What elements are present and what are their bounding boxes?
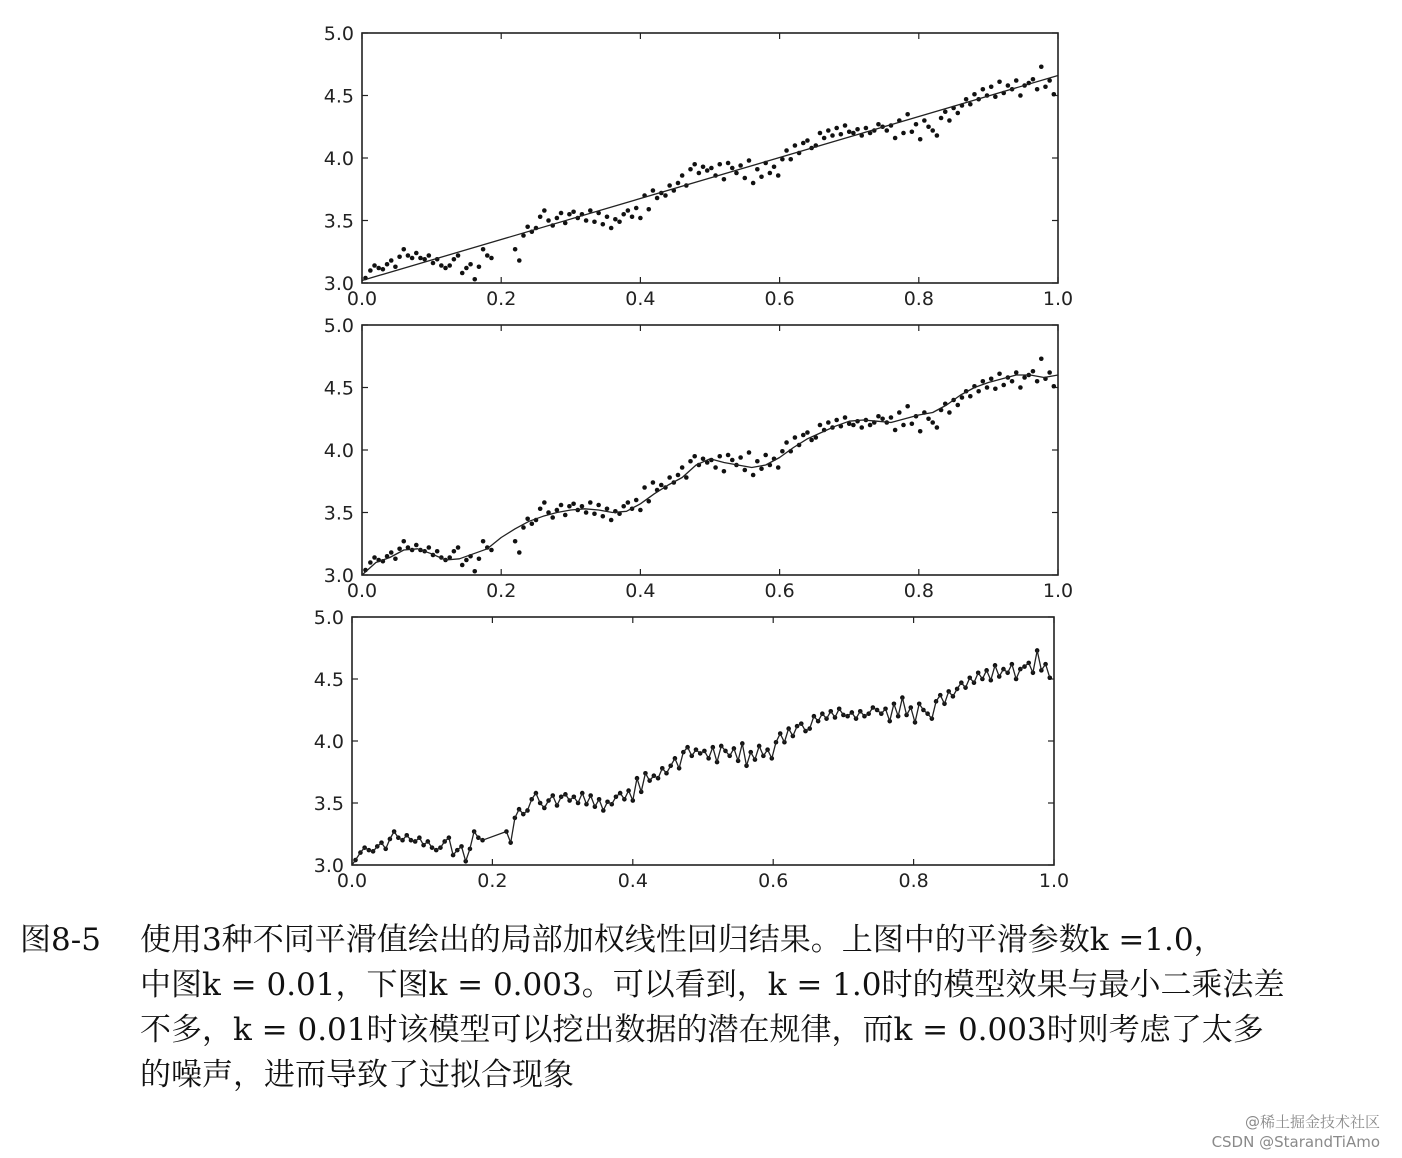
data-point [717,454,722,459]
data-point [605,506,610,511]
data-point [985,385,990,390]
data-point [389,550,394,555]
data-point [692,454,697,459]
data-point [926,124,931,129]
data-point [993,386,998,391]
y-tick-label: 3.5 [323,210,354,233]
data-point [655,196,660,201]
data-point [755,167,760,172]
data-point [567,504,572,509]
data-point [542,500,547,505]
data-point [393,556,398,561]
y-tick-label: 3.5 [323,502,354,525]
data-point [822,136,827,141]
data-point [538,214,543,219]
data-point [464,558,469,563]
data-point [1047,370,1052,375]
data-point [1014,78,1019,83]
data-point [456,253,461,258]
data-point [571,501,576,506]
data-point [530,521,535,526]
data-point [659,483,664,488]
caption-text [140,918,1380,1098]
data-point [801,433,806,438]
data-point [517,550,522,555]
data-point [517,258,522,263]
data-point [805,430,810,435]
data-point [780,449,785,454]
data-point [385,262,390,267]
y-tick-label: 4.0 [323,440,354,462]
x-tick-label: 0.4 [617,870,648,892]
data-point [447,263,452,268]
data-point [955,111,960,116]
data-point [555,216,560,221]
data-point [772,164,777,169]
data-point [880,416,885,421]
data-point [918,137,923,142]
data-point [1001,383,1006,388]
data-point [567,212,572,217]
x-tick-label: 0.2 [477,870,508,892]
regression-line [362,375,1058,575]
data-point [452,549,457,554]
x-tick-label: 1.0 [1042,580,1074,602]
data-point [1018,93,1023,98]
data-point [452,257,457,262]
data-point [784,148,789,153]
data-point [1022,375,1027,380]
x-tick-label: 0.8 [903,288,934,310]
data-point [793,143,798,148]
data-point [680,465,685,470]
plot-frame [362,325,1058,575]
data-point [905,112,910,117]
data-point [435,549,440,554]
data-point [705,168,710,173]
chart-panel-3 [314,607,1069,892]
data-point [851,131,856,136]
data-point [976,389,981,394]
data-point [709,166,714,171]
data-point [550,515,555,520]
data-point [930,128,935,133]
data-point [1043,84,1048,89]
chart-panel-2 [324,315,1073,602]
data-point [626,208,631,213]
data-point [697,171,702,176]
data-point [834,126,839,131]
data-point [646,207,651,212]
data-point [889,415,894,420]
y-tick-label: 3.5 [313,793,344,815]
data-point [726,453,731,458]
data-point [884,128,889,133]
data-point [477,264,482,269]
data-point [525,516,530,521]
data-points [363,356,1056,573]
caption-line: 中图k = 0.01，下图k = 0.003。可以看到，k = 1.0时的模型效果与最小二乘法差 [140,967,1285,1003]
data-point [826,128,831,133]
data-point [605,214,610,219]
data-point [743,468,748,473]
data-point [722,177,727,182]
data-point [584,218,589,223]
data-point [901,423,906,428]
data-point [651,188,656,193]
data-point [397,546,402,551]
caption-line: 不多，k = 0.01时该模型可以挖出数据的潜在规律，而k = 0.003时则考虑了太多 [140,1012,1264,1048]
data-point [1035,379,1040,384]
data-point [751,473,756,478]
y-tick-label: 3.0 [323,273,354,295]
data-point [981,87,986,92]
data-point [1010,379,1015,384]
data-point [443,266,448,271]
data-point [513,247,518,252]
data-point [546,218,551,223]
data-point [613,217,618,222]
data-point [989,84,994,89]
y-tick-label: 5.0 [313,607,344,629]
data-point [376,266,381,271]
data-point [922,118,927,123]
data-point [680,173,685,178]
data-point [485,253,490,258]
data-point [968,394,973,399]
data-point [776,173,781,178]
data-point [634,498,639,503]
data-point [935,133,940,138]
data-point [801,141,806,146]
x-tick-label: 0.4 [625,288,656,310]
y-tick-label: 4.0 [323,148,354,170]
data-point [638,216,643,221]
data-point [818,131,823,136]
data-point [559,211,564,216]
data-point [843,123,848,128]
data-point [730,166,735,171]
data-point [431,261,436,266]
data-point [676,473,681,478]
data-point [989,376,994,381]
data-point [1039,356,1044,361]
data-point [943,109,948,114]
data-point [688,459,693,464]
data-point [368,268,373,273]
data-point [559,503,564,508]
x-tick-label: 1.0 [1042,288,1074,310]
y-tick-label: 4.5 [323,377,354,400]
data-point [563,513,568,518]
x-tick-label: 0.6 [764,288,795,310]
data-point [935,425,940,430]
data-point [580,504,585,509]
data-point [910,129,915,134]
plot-frame [352,617,1054,865]
data-point [784,440,789,445]
data-point [393,264,398,269]
data-point [601,222,606,227]
data-point [460,271,465,276]
data-point [1052,92,1057,97]
data-point [776,465,781,470]
plot-frame [362,33,1058,283]
data-point [538,506,543,511]
x-tick-label: 0.0 [346,288,378,310]
data-point [755,459,760,464]
data-point [751,181,756,186]
data-point [414,251,419,256]
data-point [968,102,973,107]
data-point [972,92,977,97]
data-point [596,503,601,508]
data-point [930,420,935,425]
x-tick-label: 0.2 [486,288,517,310]
data-point [743,176,748,181]
data-point [997,371,1002,376]
data-point [1039,64,1044,69]
data-point [601,514,606,519]
data-point [730,458,735,463]
data-point [381,267,386,272]
data-point [876,122,881,127]
data-point [626,500,631,505]
data-point [397,254,402,259]
data-point [726,161,731,166]
data-point [525,224,530,229]
data-point [634,206,639,211]
regression-line [362,76,1058,281]
data-point [768,171,773,176]
data-point [592,219,597,224]
data-point [717,162,722,167]
data-point [864,126,869,131]
data-point [955,403,960,408]
caption-line: 使用3种不同平滑值绘出的局部加权线性回归结果。上图中的平滑参数k =1.0， [140,922,1225,958]
data-point [793,435,798,440]
data-point [847,129,852,134]
data-point [722,469,727,474]
data-point [642,485,647,490]
data-point [489,256,494,261]
data-point [809,438,814,443]
data-point [588,500,593,505]
data-point [617,219,622,224]
y-tick-label: 4.0 [313,731,344,753]
data-point [805,138,810,143]
y-tick-label: 4.5 [323,85,354,108]
data-point [763,453,768,458]
data-point [947,410,952,415]
data-point [830,133,835,138]
data-point [843,415,848,420]
data-point [713,465,718,470]
watermark-csdn: CSDN @StarandTiAmo [1211,1133,1380,1151]
caption-label: 图8-5 [20,922,101,958]
data-point [368,560,373,565]
data-point [947,118,952,123]
data-point [788,157,793,162]
data-point [609,226,614,231]
data-point [1006,83,1011,88]
data-point [477,556,482,561]
data-point [738,163,743,168]
data-point [584,510,589,515]
x-tick-label: 0.6 [758,870,789,892]
x-tick-label: 0.6 [764,580,795,602]
data-point [897,410,902,415]
y-tick-label: 3.0 [323,565,354,587]
data-point [893,428,898,433]
data-point [464,266,469,271]
data-point [630,214,635,219]
x-tick-label: 0.0 [346,580,378,602]
data-point [468,262,473,267]
data-point [1031,369,1036,374]
data-point [855,127,860,132]
data-point [834,418,839,423]
data-point [747,450,752,455]
data-point [914,122,919,127]
x-tick-label: 0.8 [903,580,934,602]
x-tick-label: 0.2 [486,580,517,602]
data-point [401,539,406,544]
data-point [859,425,864,430]
data-point [571,209,576,214]
data-point [481,539,486,544]
data-points [353,648,1052,863]
watermark-juejin: @稀土掘金技术社区 [1244,1113,1380,1131]
data-point [759,174,764,179]
data-point [472,569,477,574]
data-point [818,423,823,428]
data-point [638,508,643,513]
data-point [868,423,873,428]
data-point [389,258,394,263]
chart-panel-1 [324,23,1073,310]
data-point [621,504,626,509]
data-point [851,423,856,428]
data-point [738,455,743,460]
data-point [609,518,614,523]
y-tick-label: 5.0 [323,23,354,45]
y-tick-label: 3.0 [313,855,344,877]
data-point [414,543,419,548]
data-point [667,475,672,480]
regression-line [352,651,1050,866]
data-point [456,545,461,550]
data-point [621,212,626,217]
data-point [901,131,906,136]
data-point [876,414,881,419]
data-point [692,162,697,167]
data-point [918,429,923,434]
data-point [592,511,597,516]
data-point [489,548,494,553]
x-tick-label: 0.8 [898,870,929,892]
data-point [910,421,915,426]
data-point [663,193,668,198]
data-point [839,132,844,137]
data-point [481,247,486,252]
data-point [372,555,377,560]
data-point [676,181,681,186]
x-tick-label: 1.0 [1038,870,1070,892]
data-point [472,277,477,282]
data-point [993,94,998,99]
data-point [701,164,706,169]
x-tick-label: 0.4 [625,580,656,602]
data-point [1052,384,1057,389]
data-point [759,466,764,471]
data-point [406,253,411,258]
data-point [427,253,432,258]
y-tick-label: 4.5 [313,669,344,691]
data-point [1014,370,1019,375]
data-point [1018,385,1023,390]
data-point [688,167,693,172]
data-point [964,97,969,102]
data-point [542,208,547,213]
data-point [667,183,672,188]
y-tick-label: 5.0 [323,315,354,337]
data-point [651,480,656,485]
caption-line: 的噪声，进而导致了过拟合现象 [140,1057,574,1093]
data-point [981,379,986,384]
data-point [427,545,432,550]
data-point [997,79,1002,84]
data-point [422,257,427,262]
data-point [439,263,444,268]
data-point [734,171,739,176]
data-point [521,525,526,530]
data-point [372,263,377,268]
data-point [513,539,518,544]
x-tick-label: 0.0 [336,870,368,892]
data-point [460,563,465,568]
data-point [701,456,706,461]
data-point [418,256,423,261]
data-point [926,416,931,421]
data-point [893,136,898,141]
data-point [905,404,910,409]
data-point [401,247,406,252]
data-point [747,158,752,163]
data-point [1031,77,1036,82]
data-point [410,256,415,261]
data-point [826,420,831,425]
data-point [939,116,944,121]
data-point [1035,87,1040,92]
